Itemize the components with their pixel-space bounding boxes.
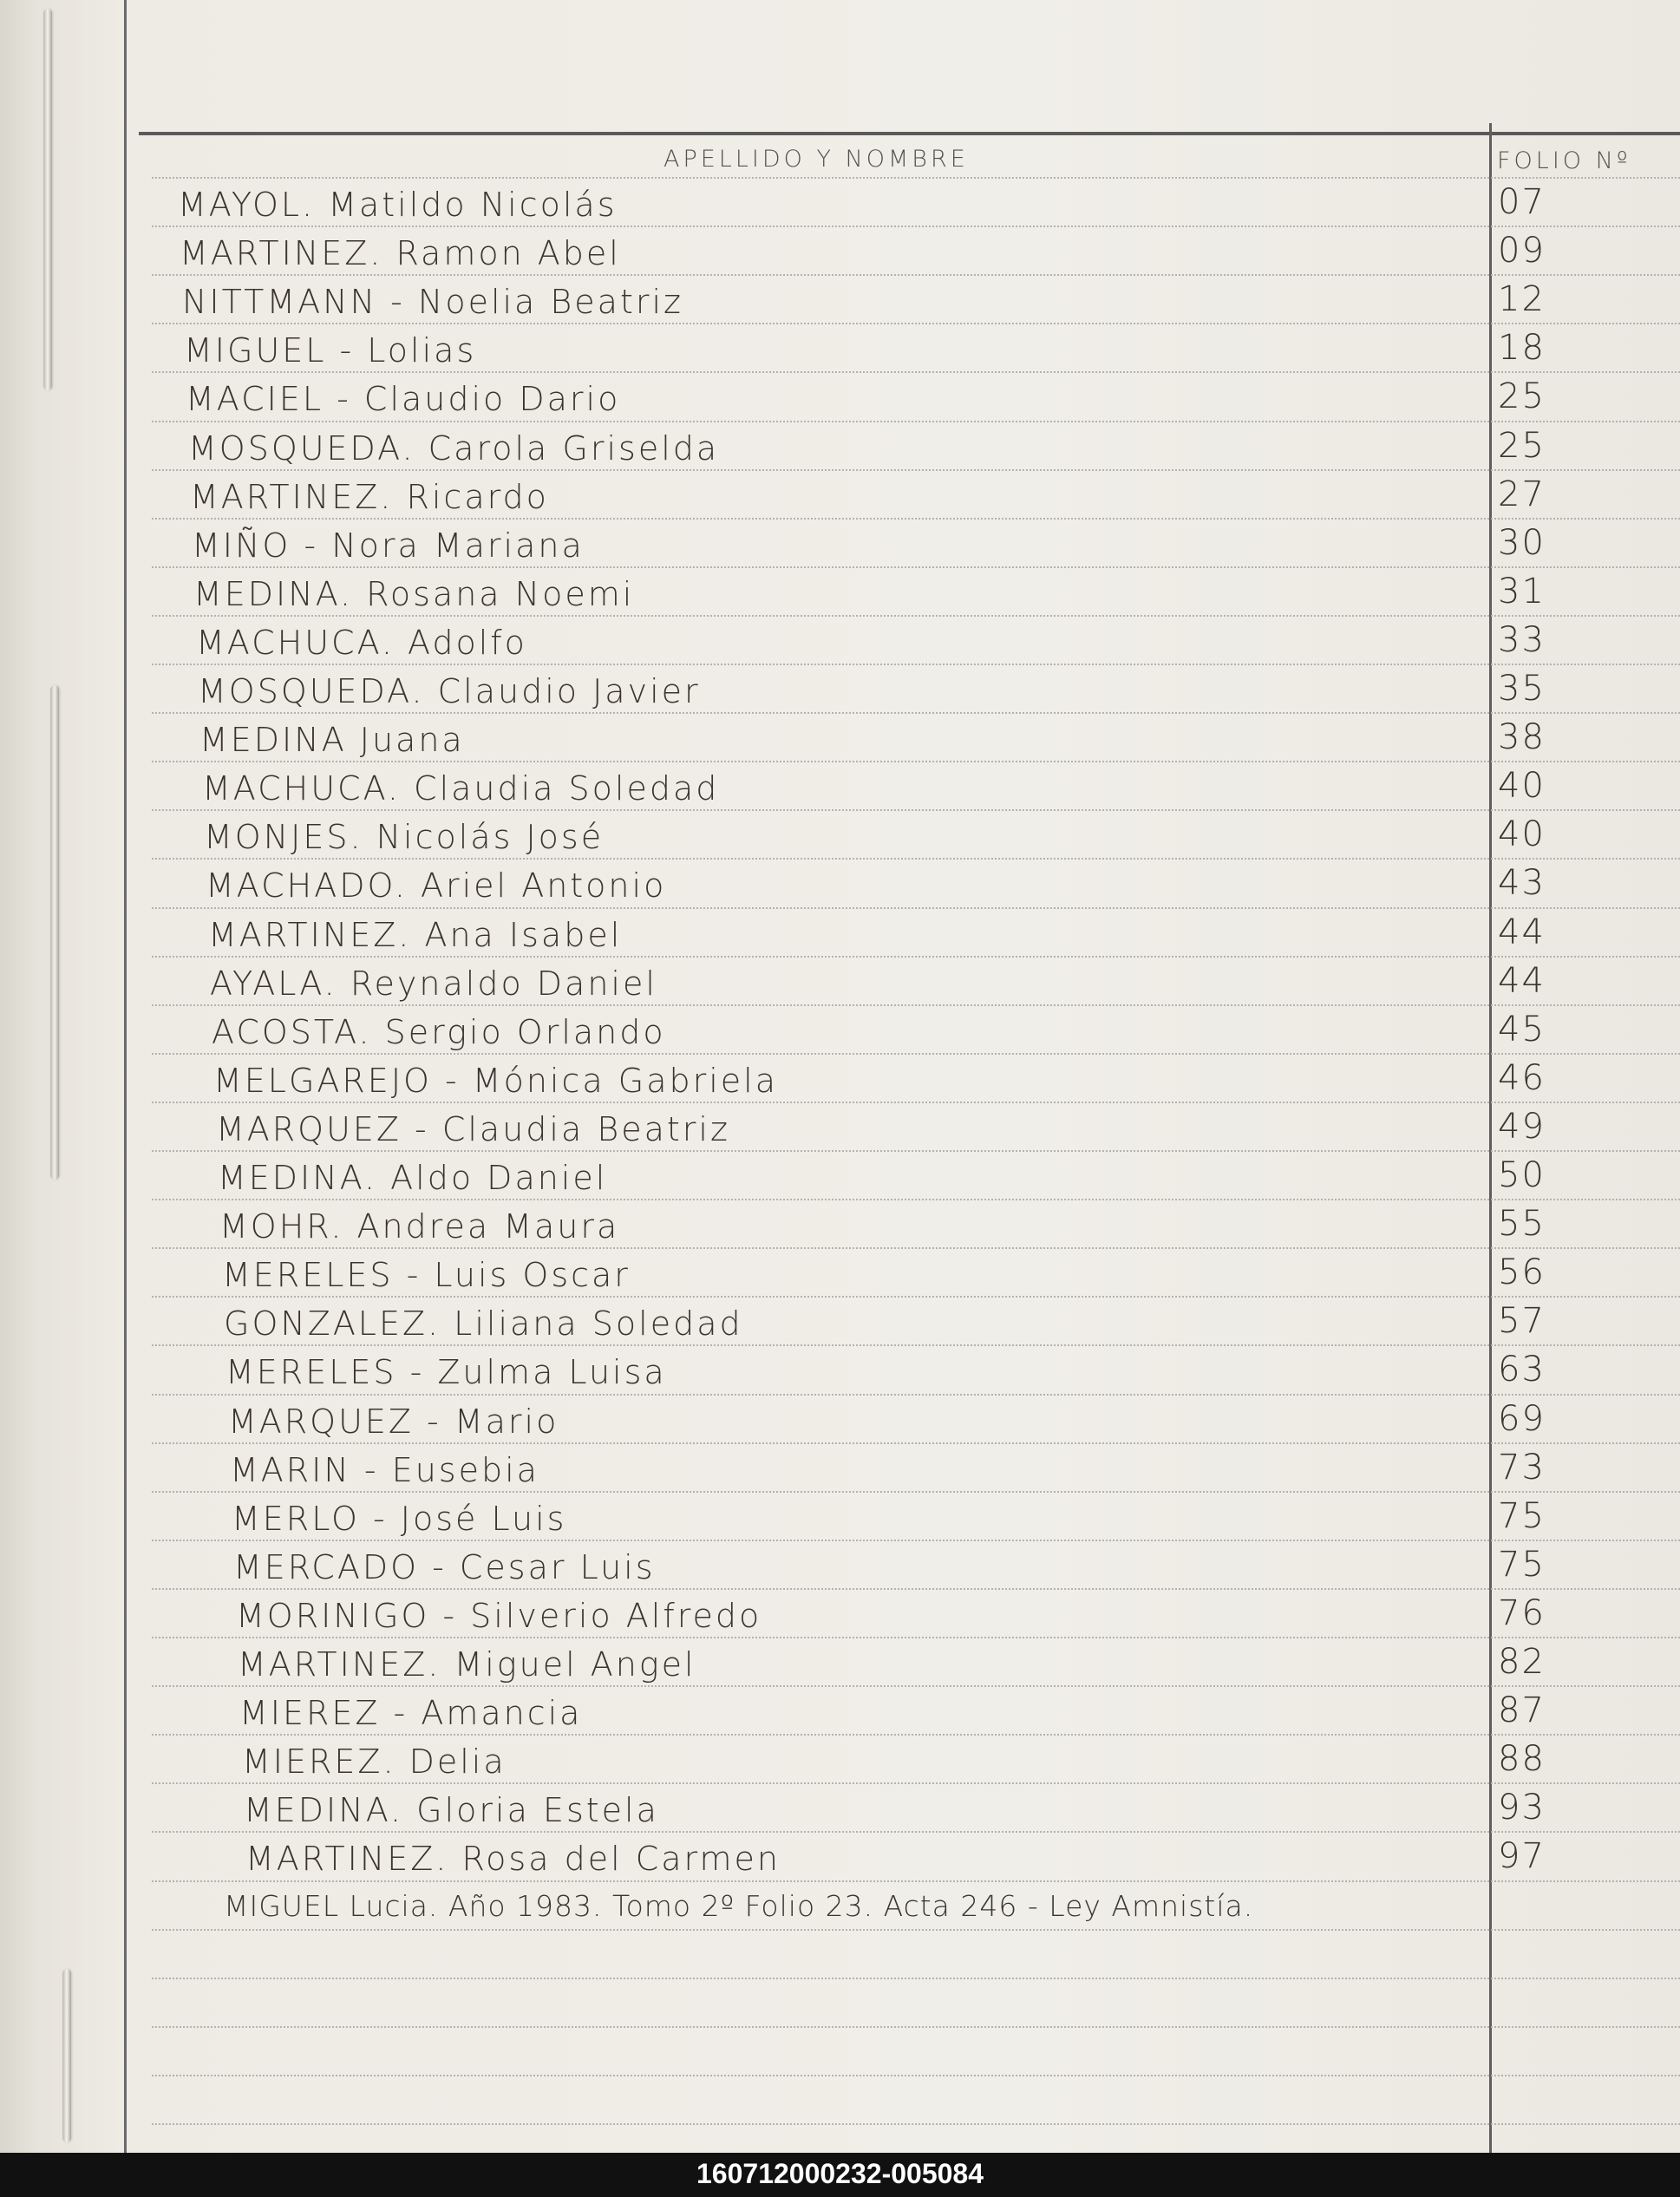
ruled-line	[152, 1296, 1680, 1298]
entry-name: MOHR. Andrea Maura	[219, 1207, 620, 1246]
ruled-line	[152, 1053, 1680, 1055]
ruled-line	[152, 1004, 1680, 1006]
entry-folio: 27	[1498, 474, 1546, 514]
entry-folio: 44	[1498, 912, 1546, 952]
entry-folio: 93	[1498, 1788, 1546, 1828]
entry-folio: 30	[1498, 523, 1546, 563]
ruled-line	[152, 615, 1680, 617]
ruled-line	[152, 2075, 1680, 2076]
entry-folio: 57	[1498, 1301, 1546, 1341]
entry-name: MIGUEL - Lolias	[184, 331, 477, 369]
entry-folio: 82	[1498, 1642, 1546, 1682]
ruled-line	[152, 1978, 1680, 1979]
entry-folio: 69	[1498, 1399, 1546, 1439]
entry-name: MORINIGO - Silverio Alfredo	[236, 1597, 762, 1635]
ruled-line	[152, 664, 1680, 665]
entry-name: MARTINEZ. Ana Isabel	[208, 916, 623, 954]
entry-name: MARTINEZ. Miguel Angel	[238, 1645, 696, 1684]
entry-name: MERELES - Luis Oscar	[222, 1256, 631, 1294]
entry-folio: 46	[1498, 1058, 1546, 1098]
entry-folio: 40	[1498, 814, 1546, 854]
entry-folio: 25	[1498, 426, 1546, 466]
ruled-line	[152, 1150, 1680, 1152]
entry-folio: 18	[1498, 328, 1546, 368]
ruled-line	[152, 858, 1680, 860]
entry-folio: 55	[1498, 1204, 1546, 1244]
entry-name: MARQUEZ - Claudia Beatriz	[216, 1110, 730, 1148]
entry-name: MONJES. Nicolás José	[204, 818, 605, 856]
entry-folio: 40	[1498, 766, 1546, 806]
entry-name: MARTINEZ. Ramon Abel	[180, 234, 621, 272]
ruled-line	[152, 2026, 1680, 2028]
entry-name: MACHUCA. Adolfo	[196, 624, 527, 662]
ruled-line	[152, 1102, 1680, 1103]
entry-name: MEDINA. Gloria Estela	[244, 1791, 659, 1829]
entry-folio: 50	[1498, 1155, 1546, 1195]
ruled-line	[152, 1344, 1680, 1346]
ruled-line	[152, 518, 1680, 520]
entry-folio: 09	[1498, 231, 1546, 271]
entry-name: MARQUEZ - Mario	[228, 1403, 559, 1441]
ruled-line	[152, 1734, 1680, 1736]
ruled-line	[152, 1491, 1680, 1493]
ruled-line	[152, 274, 1680, 276]
margin-rule	[124, 0, 127, 2153]
entry-folio: 97	[1498, 1836, 1546, 1876]
entry-folio: 88	[1498, 1739, 1546, 1779]
ruled-line	[152, 712, 1680, 714]
folio-column-header: FOLIO Nº	[1497, 147, 1631, 174]
entry-name: MACIEL - Claudio Dario	[186, 380, 621, 418]
entry-folio: 44	[1498, 961, 1546, 1001]
entry-name: MARTINEZ. Ricardo	[190, 478, 549, 516]
entry-folio: 75	[1498, 1496, 1546, 1536]
entry-name: MERCADO - Cesar Luis	[233, 1548, 656, 1586]
entry-name: MERELES - Zulma Luisa	[226, 1353, 667, 1391]
ruled-line	[152, 469, 1680, 471]
ruled-line	[152, 226, 1680, 227]
entry-name: GONZALEZ. Liliana Soledad	[224, 1304, 743, 1343]
entry-folio: 49	[1498, 1107, 1546, 1147]
entry-folio: 63	[1498, 1350, 1546, 1389]
binding-edge	[50, 685, 59, 1180]
ruled-line	[152, 956, 1680, 958]
ruled-line	[152, 1637, 1680, 1638]
name-column-header: APELLIDO Y NOMBRE	[664, 146, 969, 173]
entry-folio: 45	[1498, 1010, 1546, 1049]
entry-name: MIEREZ - Amancia	[239, 1694, 583, 1732]
entry-folio: 73	[1498, 1448, 1546, 1488]
header-rule	[139, 132, 1680, 135]
entry-name: MIÑO - Nora Mariana	[192, 526, 585, 565]
ruled-line	[152, 1929, 1680, 1931]
entry-name: MARTINEZ. Rosa del Carmen	[245, 1840, 781, 1878]
ruled-line	[152, 1880, 1680, 1882]
entry-folio: 35	[1498, 669, 1546, 709]
entry-folio: 33	[1498, 620, 1546, 660]
entry-folio: 31	[1498, 572, 1546, 611]
binding-edge	[62, 1969, 71, 2142]
entry-folio: 25	[1498, 376, 1546, 416]
ruled-line	[152, 1394, 1680, 1396]
ruled-line	[152, 907, 1680, 909]
ruled-line	[152, 177, 1680, 179]
entry-folio: 43	[1498, 863, 1546, 903]
entry-folio: 12	[1498, 279, 1546, 319]
folio-column-rule	[1489, 123, 1492, 2153]
entry-folio: 76	[1498, 1593, 1546, 1633]
entry-folio: 56	[1498, 1252, 1546, 1292]
entry-name: MEDINA. Aldo Daniel	[218, 1159, 608, 1197]
entry-name: MACHUCA. Claudia Soledad	[202, 769, 720, 808]
ruled-line	[152, 1540, 1680, 1541]
ruled-line	[152, 1442, 1680, 1444]
entry-name: MELGAREJO - Mónica Gabriela	[213, 1062, 778, 1100]
ruled-line	[152, 1247, 1680, 1249]
entry-folio: 07	[1498, 182, 1546, 222]
entry-name: AYALA. Reynaldo Daniel	[210, 964, 657, 1003]
entry-name: MAYOL. Matildo Nicolás	[178, 186, 618, 224]
ruled-line	[152, 2123, 1680, 2125]
entry-folio: 38	[1498, 717, 1546, 757]
entry-name: MACHADO. Ariel Antonio	[206, 866, 667, 905]
entry-name: MIGUEL Lucia. Año 1983. Tomo 2º Folio 23. Acta 246 - Ley Amnistía.	[224, 1889, 1254, 1923]
entry-name: MARIN - Eusebia	[230, 1451, 539, 1489]
entry-name: MERLO - José Luis	[232, 1500, 567, 1538]
entry-name: ACOSTA. Sergio Orlando	[212, 1013, 666, 1051]
entry-name: NITTMANN - Noelia Beatriz	[182, 283, 683, 321]
ruled-line	[152, 761, 1680, 762]
ruled-line	[152, 323, 1680, 324]
entry-name: MOSQUEDA. Claudio Javier	[198, 672, 701, 710]
ruled-line	[152, 1782, 1680, 1784]
document-id: 160712000232-005084	[696, 2158, 984, 2189]
entry-folio: 75	[1498, 1545, 1546, 1585]
entry-folio: 87	[1498, 1690, 1546, 1730]
entry-name: MEDINA Juana	[199, 721, 465, 759]
entry-name: MEDINA. Rosana Noemi	[193, 575, 635, 613]
ruled-line	[152, 1685, 1680, 1687]
ruled-line	[152, 566, 1680, 568]
entry-name: MIEREZ. Delia	[242, 1743, 507, 1781]
ruled-line	[152, 421, 1680, 422]
ruled-line	[152, 1199, 1680, 1200]
ruled-line	[152, 1831, 1680, 1833]
ruled-line	[152, 809, 1680, 811]
ruled-line	[152, 1588, 1680, 1590]
entry-name: MOSQUEDA. Carola Griselda	[188, 429, 720, 468]
binding-edge	[43, 9, 52, 390]
ruled-line	[152, 371, 1680, 373]
